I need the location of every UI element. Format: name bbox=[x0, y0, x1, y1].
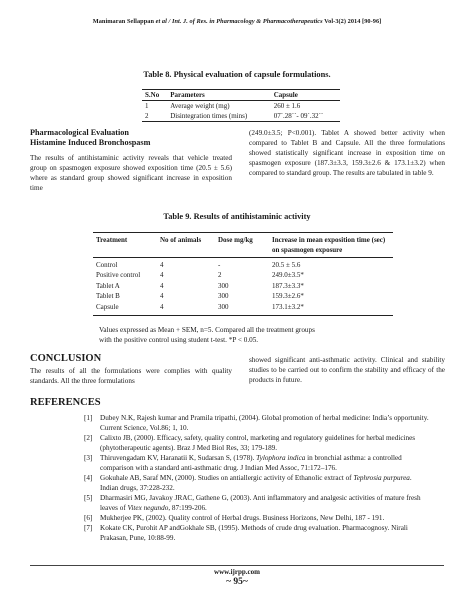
table9-cell: - bbox=[218, 261, 221, 269]
reference-text: Dubey N.K, Rajesh kumar and Pramila tripathi, (2004). Global promotion of herbal medicine: India’s opportunity. Current Science, Vol.86; 1, 10. bbox=[100, 414, 429, 432]
reference-item bbox=[84, 493, 429, 513]
reference-number: [4] bbox=[84, 474, 93, 482]
reference-species: Tephrosia purpurea bbox=[353, 474, 410, 482]
table9-cell: 187.3±3.3* bbox=[272, 281, 304, 290]
table8-row bbox=[142, 101, 340, 112]
conclusion-left-column bbox=[30, 366, 232, 386]
table9-cell: 4 bbox=[160, 261, 164, 269]
table8 bbox=[142, 89, 340, 122]
table9-header-cell: Treatment bbox=[93, 233, 157, 258]
table9-note-line1: Values expressed as Mean + SEM, n=5. Compared all the treatment groups bbox=[99, 326, 315, 334]
reference-item bbox=[84, 513, 429, 523]
table9-cell: Tablet B bbox=[96, 292, 120, 301]
conclusion-right-column bbox=[249, 355, 445, 385]
table8-cell: 2 bbox=[142, 111, 167, 122]
reference-text-part: Thiruvengadam KV, Haranatii K, Sudarsan S, (1978). bbox=[100, 454, 257, 462]
table9-cell: 4 bbox=[160, 271, 164, 280]
paragraph: The results of antihistaminic activity reveals that vehicle treated group on spasmogen exposure showed exposition time (20.5 ± 5.6) where as standard group showed significant increase in exposition time bbox=[30, 154, 232, 193]
table8-cell: 1 bbox=[145, 102, 149, 110]
table9-row bbox=[93, 271, 393, 281]
table9-cell: 4 bbox=[160, 292, 164, 301]
reference-text bbox=[100, 474, 412, 492]
subsection-heading: Histamine Induced Bronchospasm bbox=[30, 138, 151, 147]
table9-header-cell: Increase in mean exposition time (sec) on spasmogen exposure bbox=[269, 233, 393, 258]
table9-title: Table 9. Results of antihistaminic activity bbox=[163, 212, 311, 221]
table8-header-row bbox=[142, 90, 340, 101]
reference-item bbox=[84, 453, 429, 473]
table8-title: Table 8. Physical evaluation of capsule formulations. bbox=[143, 70, 331, 79]
reference-number: [2] bbox=[84, 434, 93, 442]
reference-number: [5] bbox=[84, 494, 93, 502]
table9-cell: 300 bbox=[218, 281, 229, 290]
left-column bbox=[30, 128, 232, 193]
reference-text-part: in bronchial asthma: a controlled comparison with a standard anti-asthmatic drug. J Indian Med Assoc, 71:172–176. bbox=[100, 454, 402, 472]
table9 bbox=[93, 232, 393, 316]
reference-text-part: . Indian drugs, 37:228-232. bbox=[100, 474, 412, 492]
reference-text-part: Dharmasiri MG, Javakoy JRAC, Gathene G, (2003). Anti inflammatory and analgesic activities of mature fresh leaves of bbox=[100, 494, 421, 512]
table9-cell: 2 bbox=[218, 271, 222, 280]
table9-header-row bbox=[93, 233, 393, 258]
table9-cell: 20.5 ± 5.6 bbox=[272, 261, 301, 269]
footer-url: www.ijrpp.com bbox=[214, 568, 260, 576]
reference-text bbox=[100, 454, 402, 472]
table9-cell: 173.1±3.2* bbox=[269, 302, 393, 315]
header-volume: Vol-3(2) 2014 [90-96] bbox=[324, 18, 382, 25]
table8-header-cell: Parameters bbox=[167, 90, 271, 101]
table9-cell: 4 bbox=[160, 281, 164, 290]
paragraph: The results of all the formulations were complies with quality standards. All the three formulations bbox=[30, 367, 232, 386]
reference-item bbox=[84, 473, 429, 493]
reference-item bbox=[84, 413, 429, 433]
table9-header-cell: No of animals bbox=[157, 233, 215, 258]
table9-cell: 4 bbox=[157, 302, 215, 315]
references-heading: REFERENCES bbox=[30, 397, 101, 408]
reference-text bbox=[100, 494, 421, 512]
table9-cell: 300 bbox=[215, 302, 269, 315]
conclusion-heading: CONCLUSION bbox=[30, 353, 102, 364]
reference-number: [1] bbox=[84, 414, 93, 422]
reference-text: Mukherjee PK, (2002). Quality control of Herbal drugs. Business Horizons, New Delhi, 187 - 191. bbox=[100, 514, 385, 522]
table8-cell: Average weight (mg) bbox=[170, 102, 230, 110]
references-list bbox=[84, 413, 429, 543]
reference-item bbox=[84, 523, 429, 543]
reference-text-part: , 87:199-206. bbox=[168, 504, 207, 512]
table9-header-cell: Dose mg/kg bbox=[215, 233, 269, 258]
running-header bbox=[0, 18, 474, 25]
table8-header-cell: Capsule bbox=[271, 90, 340, 101]
table9-row bbox=[93, 302, 393, 315]
section-heading: Pharmacological Evaluation bbox=[30, 128, 129, 137]
table8-header-cell: S.No bbox=[142, 90, 167, 101]
table8-cell: 07`.28´´- 09`.32´´ bbox=[271, 111, 340, 122]
right-column bbox=[249, 128, 445, 178]
table9-cell: Control bbox=[96, 261, 118, 269]
table9-row bbox=[93, 281, 393, 291]
footer-divider bbox=[30, 565, 444, 566]
header-authors: Manimaran Sellappan bbox=[92, 18, 155, 25]
reference-number: [3] bbox=[84, 454, 93, 462]
table9-cell: Capsule bbox=[93, 302, 157, 315]
header-journal: et al / Int. J. of Res. in Pharmacology & Pharmacotherapeutics bbox=[155, 18, 323, 25]
paragraph: (249.0±3.5; P<0.001). Tablet A showed better activity when compared to Tablet B and Capsule. All the three formulations showed statistically significant increase in exposition time on spasmogen exposure (187.3±3.3, 159.3±2.6 & 173.1±3.2) when compared to standard group. The results are tabulated in table 9. bbox=[249, 129, 445, 178]
table9-row bbox=[93, 292, 393, 302]
table8-cell: 260 ± 1.6 bbox=[273, 102, 301, 110]
reference-item bbox=[84, 433, 429, 453]
reference-text-part: Gokuhale AB, Saraf MN, (2000). Studies on antiallergic activity of Ethanolic extract of bbox=[100, 474, 354, 482]
table9-note-line2: with the positive control using student t-test. *P < 0.05. bbox=[99, 336, 259, 344]
reference-species: Tylophora indica bbox=[256, 454, 306, 462]
reference-text: Kokate CK, Purohit AP andGokhale SB, (1995). Methods of crude drug evaluation. Pharmacognosy. Nirali Prakasan, Pune, 10:88-99. bbox=[100, 524, 408, 542]
page-number: ~ 95~ bbox=[226, 577, 248, 587]
table8-row bbox=[142, 111, 340, 122]
table9-cell: 159.3±2.6* bbox=[272, 292, 304, 301]
table9-row bbox=[93, 258, 393, 271]
reference-number: [7] bbox=[84, 524, 93, 532]
table9-cell: Positive control bbox=[96, 271, 141, 280]
table9-cell: Tablet A bbox=[96, 281, 120, 290]
table8-cell: Disintegration times (mins) bbox=[167, 111, 271, 122]
table9-cell: 249.0±3.5* bbox=[272, 271, 304, 280]
reference-number: [6] bbox=[84, 514, 93, 522]
table9-cell: 300 bbox=[218, 292, 229, 301]
reference-text: Calixto JB, (2000). Efficacy, safety, quality control, marketing and regulatory guidelines for herbal medicines (phytotherapeutic agents). Braz J Med Biol Res, 33; 179-189. bbox=[100, 434, 416, 452]
paragraph: showed significant anti-asthmatic activity. Clinical and stability studies to be carried out to confirm the stability and efficacy of the products in future. bbox=[249, 356, 445, 385]
reference-species: Vitex negundo bbox=[127, 504, 169, 512]
